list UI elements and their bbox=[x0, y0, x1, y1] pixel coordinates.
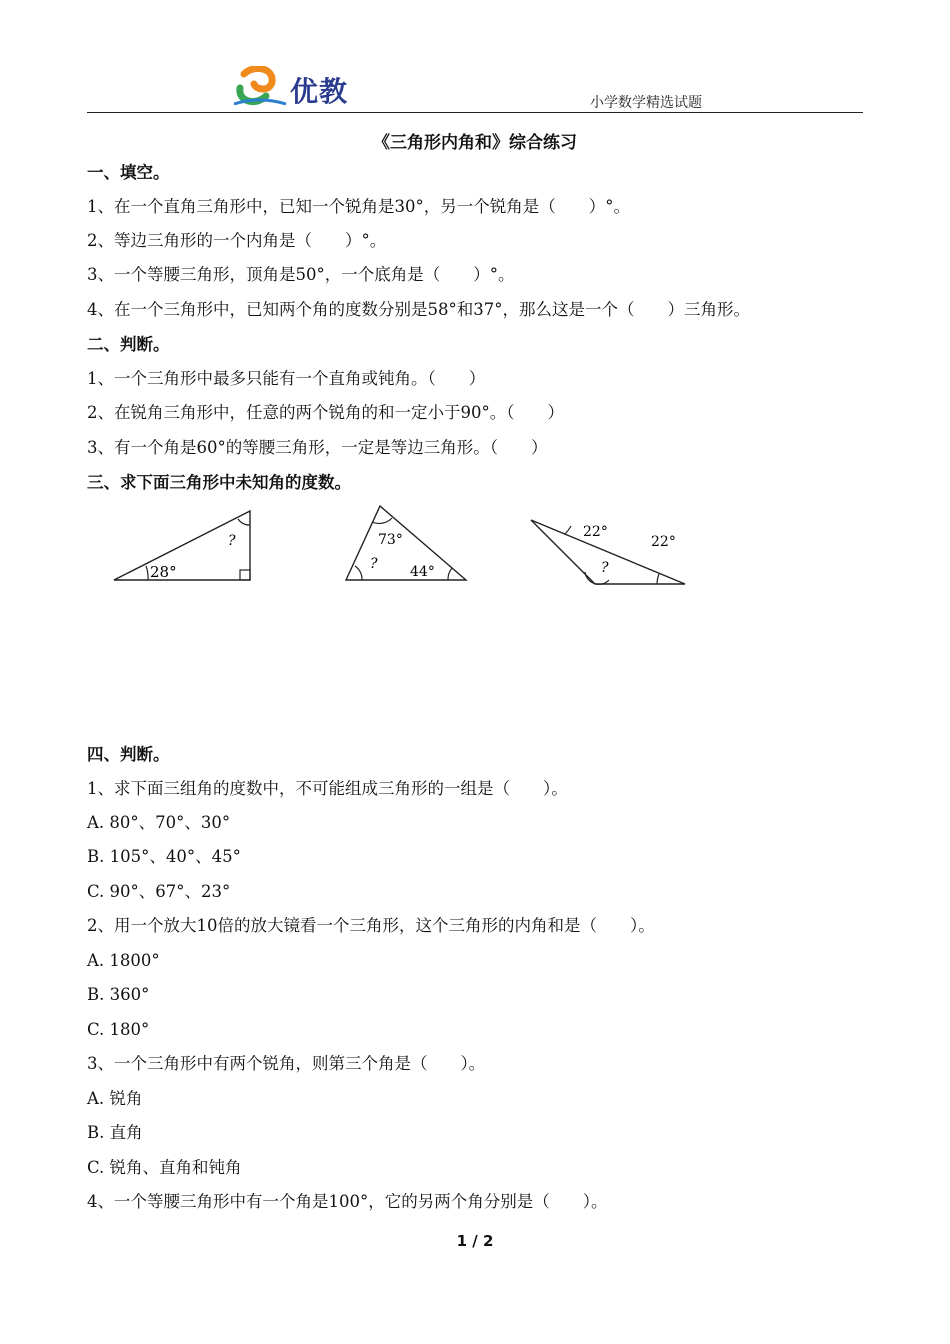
page-title: 《三角形内角和》综合练习 bbox=[373, 133, 577, 153]
option-4-3-b: B. 直角 bbox=[87, 1123, 143, 1142]
section1-heading: 一、填空。 bbox=[87, 163, 170, 182]
section4-heading: 四、判断。 bbox=[87, 745, 170, 764]
question-1-1: 1、在一个直角三角形中，已知一个锐角是30°，另一个锐角是（ ）°。 bbox=[87, 197, 630, 216]
option-4-1-c: C. 90°、67°、23° bbox=[87, 882, 231, 901]
question-2-1: 1、一个三角形中最多只能有一个直角或钝角。（ ） bbox=[87, 369, 486, 388]
option-4-2-a: A. 1800° bbox=[87, 951, 160, 970]
question-2-2: 2、在锐角三角形中，任意的两个锐角的和一定小于90°。（ ） bbox=[87, 403, 564, 422]
option-4-1-b: B. 105°、40°、45° bbox=[87, 847, 241, 866]
fig3-right-angle: 22° bbox=[651, 534, 676, 550]
triangle-figure-1 bbox=[108, 505, 258, 590]
fig1-known-angle: 28° bbox=[150, 563, 177, 581]
fig3-top-angle: 22° bbox=[583, 524, 608, 540]
fig2-right-angle: 44° bbox=[410, 564, 435, 580]
triangle-figure-2 bbox=[340, 500, 472, 590]
fig2-top-angle: 73° bbox=[378, 532, 403, 548]
section2-heading: 二、判断。 bbox=[87, 335, 170, 354]
option-4-3-c: C. 锐角、直角和钝角 bbox=[87, 1158, 242, 1177]
question-1-2: 2、等边三角形的一个内角是（ ）°。 bbox=[87, 231, 387, 250]
header-subtitle: 小学数学精选试题 bbox=[590, 95, 702, 111]
question-4-2: 2、用一个放大10倍的放大镜看一个三角形，这个三角形的内角和是（ ）。 bbox=[87, 916, 655, 935]
option-4-2-b: B. 360° bbox=[87, 985, 150, 1004]
question-2-3: 3、有一个角是60°的等腰三角形，一定是等边三角形。（ ） bbox=[87, 438, 548, 457]
question-1-3: 3、一个等腰三角形，顶角是50°，一个底角是（ ）°。 bbox=[87, 265, 515, 284]
page-number: 1 / 2 bbox=[456, 1232, 494, 1250]
triangle-figure-3 bbox=[525, 510, 695, 590]
logo bbox=[232, 66, 288, 110]
fig3-unknown-angle: ? bbox=[601, 560, 609, 576]
logo-icon bbox=[232, 66, 288, 110]
question-4-4: 4、一个等腰三角形中有一个角是100°，它的另两个角分别是（ ）。 bbox=[87, 1192, 608, 1211]
logo-text: 优教 bbox=[290, 75, 349, 108]
fig1-unknown-angle: ? bbox=[228, 533, 236, 549]
header-divider bbox=[87, 112, 863, 113]
question-1-4: 4、在一个三角形中，已知两个角的度数分别是58°和37°，那么这是一个（ ）三角形。 bbox=[87, 300, 750, 319]
question-4-3: 3、一个三角形中有两个锐角，则第三个角是（ ）。 bbox=[87, 1054, 486, 1073]
option-4-3-a: A. 锐角 bbox=[87, 1089, 143, 1108]
fig2-left-angle: ? bbox=[370, 556, 378, 572]
section3-heading: 三、求下面三角形中未知角的度数。 bbox=[87, 473, 351, 492]
option-4-2-c: C. 180° bbox=[87, 1020, 150, 1039]
question-4-1: 1、求下面三组角的度数中，不可能组成三角形的一组是（ ）。 bbox=[87, 779, 568, 798]
option-4-1-a: A. 80°、70°、30° bbox=[87, 813, 231, 832]
